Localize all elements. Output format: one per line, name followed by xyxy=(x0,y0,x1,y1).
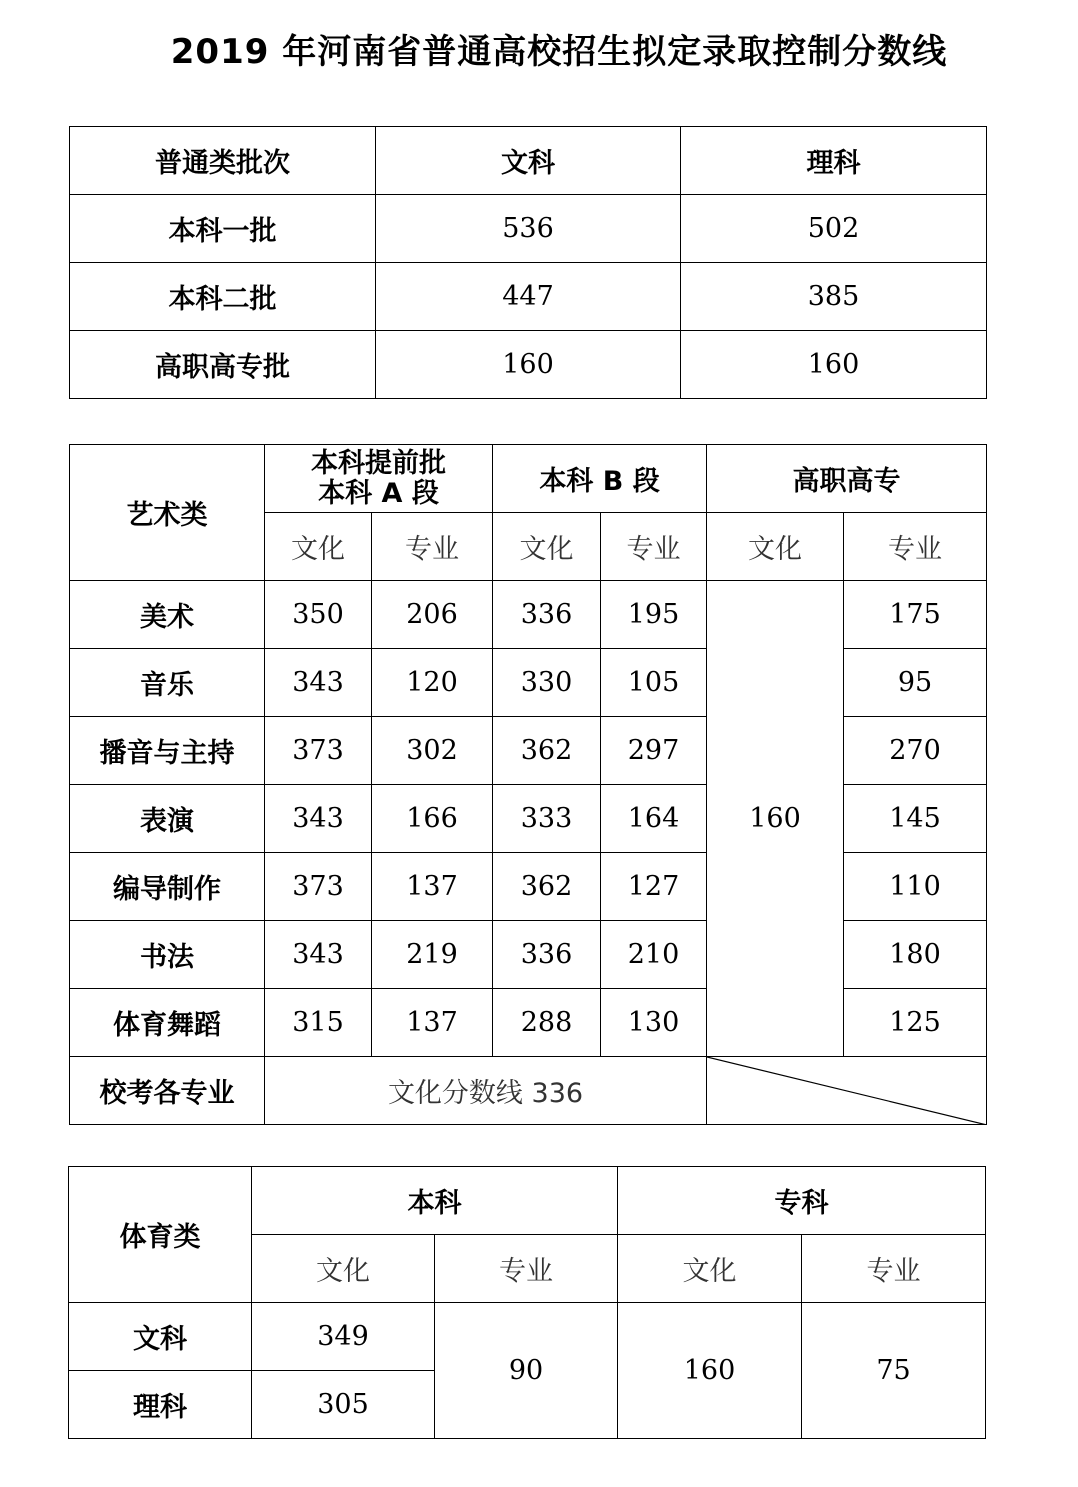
header-benke-early-a xyxy=(265,445,493,513)
b-culture-score: 362 xyxy=(493,717,601,785)
a-culture-score: 343 xyxy=(265,921,372,989)
a-major-score: 219 xyxy=(372,921,493,989)
subheader-major: 专业 xyxy=(372,513,493,581)
header-wenke: 文科 xyxy=(376,127,681,195)
benke-culture-score: 305 xyxy=(252,1371,435,1439)
g-major-score: 95 xyxy=(844,649,987,717)
sports-score-table xyxy=(68,1166,986,1439)
b-major-score: 105 xyxy=(601,649,707,717)
b-culture-score: 362 xyxy=(493,853,601,921)
art-category-label: 艺术类 xyxy=(70,445,265,581)
b-culture-score: 336 xyxy=(493,581,601,649)
subheader-major: 专业 xyxy=(844,513,987,581)
subheader-culture: 文化 xyxy=(493,513,601,581)
b-culture-score: 330 xyxy=(493,649,601,717)
b-major-score: 164 xyxy=(601,785,707,853)
table-row xyxy=(70,649,987,717)
subheader-culture: 文化 xyxy=(707,513,844,581)
batch-label: 高职高专批 xyxy=(70,331,376,399)
a-major-score: 206 xyxy=(372,581,493,649)
like-score: 160 xyxy=(681,331,987,399)
batch-label: 本科二批 xyxy=(70,263,376,331)
table-header-row xyxy=(70,127,987,195)
a-major-score: 137 xyxy=(372,853,493,921)
zhuanke-major-score: 75 xyxy=(802,1303,986,1439)
table-row xyxy=(70,581,987,649)
subheader-culture: 文化 xyxy=(252,1235,435,1303)
header-benke-b: 本科 B 段 xyxy=(493,445,707,513)
subheader-culture: 文化 xyxy=(265,513,372,581)
subheader-major: 专业 xyxy=(435,1235,618,1303)
a-culture-score: 373 xyxy=(265,853,372,921)
table-row xyxy=(70,195,987,263)
header-zhuanke: 专科 xyxy=(618,1167,986,1235)
a-culture-score: 315 xyxy=(265,989,372,1057)
like-score: 502 xyxy=(681,195,987,263)
a-culture-score: 343 xyxy=(265,649,372,717)
subheader-major: 专业 xyxy=(802,1235,986,1303)
table-row xyxy=(69,1303,986,1371)
art-score-table xyxy=(69,444,987,1125)
zhuanke-culture-score: 160 xyxy=(618,1303,802,1439)
a-culture-score: 343 xyxy=(265,785,372,853)
page-title: 2019 年河南省普通高校招生拟定录取控制分数线 xyxy=(170,32,948,72)
art-row-label: 音乐 xyxy=(70,649,265,717)
subheader-culture: 文化 xyxy=(618,1235,802,1303)
b-culture-score: 333 xyxy=(493,785,601,853)
header-gaozhi: 高职高专 xyxy=(707,445,987,513)
sports-row-label: 文科 xyxy=(69,1303,252,1371)
g-major-score: 270 xyxy=(844,717,987,785)
a-major-score: 120 xyxy=(372,649,493,717)
benke-culture-score: 349 xyxy=(252,1303,435,1371)
a-culture-score: 373 xyxy=(265,717,372,785)
table-row xyxy=(70,1057,987,1125)
b-major-score: 297 xyxy=(601,717,707,785)
g-major-score: 125 xyxy=(844,989,987,1057)
table-row xyxy=(70,853,987,921)
benke-major-score: 90 xyxy=(435,1303,618,1439)
header-like: 理科 xyxy=(681,127,987,195)
art-row-label: 美术 xyxy=(70,581,265,649)
b-major-score: 195 xyxy=(601,581,707,649)
table-header-row xyxy=(69,1167,986,1235)
sports-category-label: 体育类 xyxy=(69,1167,252,1303)
wenke-score: 536 xyxy=(376,195,681,263)
table-row xyxy=(70,717,987,785)
b-major-score: 210 xyxy=(601,921,707,989)
table-row xyxy=(70,331,987,399)
b-major-score: 130 xyxy=(601,989,707,1057)
header-benke-a: 本科 A 段 xyxy=(318,477,439,509)
a-major-score: 166 xyxy=(372,785,493,853)
table-header-row xyxy=(70,445,987,513)
g-major-score: 110 xyxy=(844,853,987,921)
diagonal-empty-cell xyxy=(707,1057,987,1125)
header-benke: 本科 xyxy=(252,1167,618,1235)
gaozhi-culture-score: 160 xyxy=(707,581,844,1057)
wenke-score: 160 xyxy=(376,331,681,399)
header-batch: 普通类批次 xyxy=(70,127,376,195)
wenke-score: 447 xyxy=(376,263,681,331)
table-row xyxy=(70,263,987,331)
school-exam-label: 校考各专业 xyxy=(70,1057,265,1125)
sports-row-label: 理科 xyxy=(69,1371,252,1439)
art-row-label: 编导制作 xyxy=(70,853,265,921)
general-score-table xyxy=(69,126,987,399)
table-row xyxy=(70,989,987,1057)
g-major-score: 175 xyxy=(844,581,987,649)
b-major-score: 127 xyxy=(601,853,707,921)
like-score: 385 xyxy=(681,263,987,331)
header-benke-early: 本科提前批 xyxy=(311,447,446,479)
table-row xyxy=(70,785,987,853)
a-major-score: 302 xyxy=(372,717,493,785)
school-exam-value: 文化分数线 336 xyxy=(265,1057,707,1125)
art-row-label: 播音与主持 xyxy=(70,717,265,785)
b-culture-score: 336 xyxy=(493,921,601,989)
subheader-major: 专业 xyxy=(601,513,707,581)
a-culture-score: 350 xyxy=(265,581,372,649)
table-row xyxy=(70,921,987,989)
art-row-label: 书法 xyxy=(70,921,265,989)
art-row-label: 表演 xyxy=(70,785,265,853)
g-major-score: 145 xyxy=(844,785,987,853)
diagonal-line xyxy=(707,1057,987,1125)
a-major-score: 137 xyxy=(372,989,493,1057)
b-culture-score: 288 xyxy=(493,989,601,1057)
art-row-label: 体育舞蹈 xyxy=(70,989,265,1057)
g-major-score: 180 xyxy=(844,921,987,989)
batch-label: 本科一批 xyxy=(70,195,376,263)
